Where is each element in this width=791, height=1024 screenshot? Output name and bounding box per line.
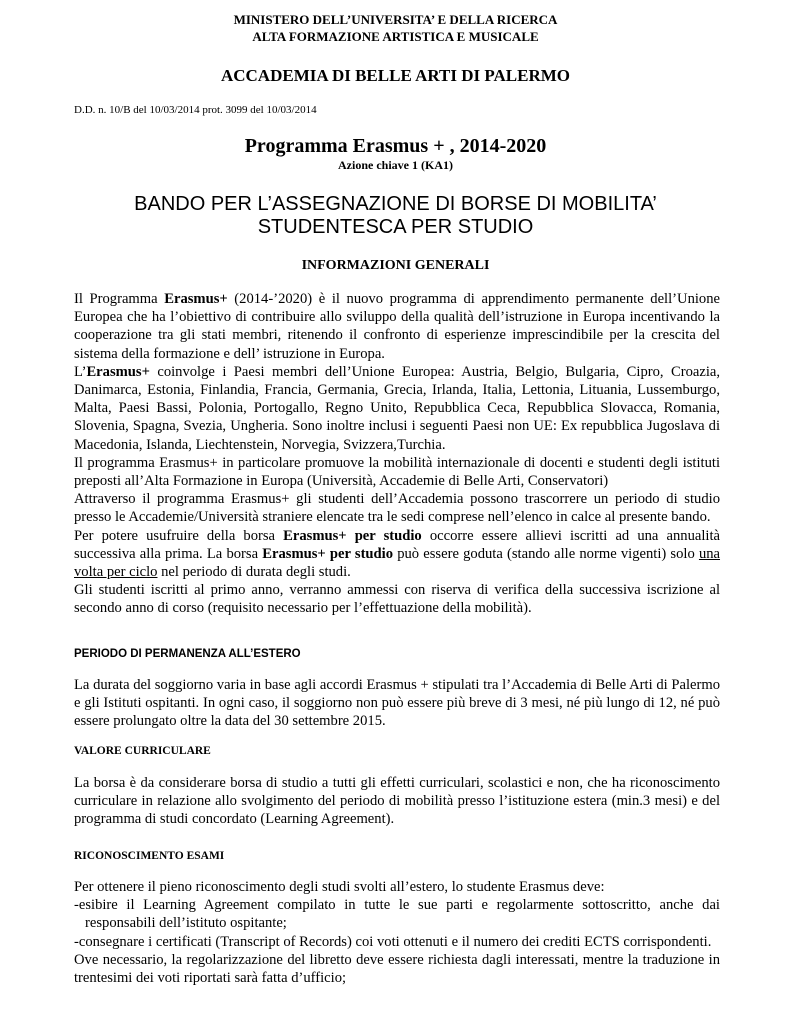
section-heading-valore: VALORE CURRICULARE [74, 745, 211, 757]
valore-body [74, 774, 720, 829]
esami-body [74, 878, 720, 987]
info-paragraph-5 [74, 527, 720, 582]
info-body [74, 290, 720, 618]
periodo-paragraph: La durata del soggiorno varia in base agli accordi Erasmus + stipulati tra l’Accademia di Belle Arti di Palermo e gli Istituti ospitanti. In ogni caso, il soggiorno non può essere più breve di 3 mesi, né più lungo di 12, né può essere prolungato oltre la data del 30 settembre 2015. [74, 677, 720, 730]
esami-outro: Ove necessario, la regolarizzazione del libretto deve essere richiesta dagli interessati, mentre la traduzione in trentesimi dei voti riportati sarà fatta d’ufficio; [74, 951, 720, 987]
info-p5-b: Erasmus+ per studio [283, 527, 422, 544]
info-p5-a: Per potere usufruire della borsa [74, 527, 284, 544]
info-paragraph-1 [74, 290, 720, 363]
esami-item-1: -esibire il Learning Agreement compilato in tutte le sue parti e regolarmente sottoscritto, anche dai responsabili dell’istituto ospitante; [74, 897, 720, 932]
info-paragraph-2 [74, 363, 720, 454]
ministry-heading: MINISTERO DELL’UNIVERSITA’ E DELLA RICERCA [233, 12, 558, 27]
periodo-body [74, 676, 720, 731]
action-subtitle: Azione chiave 1 (KA1) [338, 158, 453, 172]
afam-heading: ALTA FORMAZIONE ARTISTICA E MUSICALE [252, 29, 539, 44]
info-p5-c: occorre essere allievi iscritti ad una annualità successiva alla prima. La borsa [74, 527, 720, 562]
info-paragraph-6: Gli studenti iscritti al primo anno, verranno ammessi con riserva di verifica della successiva iscrizione al secondo anno di corso (requisito necessario per l’effettuazione della mobilità). [74, 582, 720, 617]
section-heading-esami: RICONOSCIMENTO ESAMI [74, 850, 225, 862]
bando-title-line2: STUDENTESCA PER STUDIO [257, 216, 534, 238]
info-p5-f: nel periodo di durata degli studi. [157, 564, 351, 581]
programme-title: Programma Erasmus + , 2014-2020 [244, 135, 547, 157]
info-p5-e: può essere goduta (stando alle norme vigenti) solo [393, 545, 699, 562]
info-p2-pre: L’ [74, 363, 87, 380]
info-p2-bold: Erasmus+ [86, 363, 150, 380]
info-p1-post: (2014-’2020) è il nuovo programma di apprendimento permanente dell’Unione Europea che ha l’obiettivo di contribuire allo sviluppo della qualità dell’istruzione in Europa incentivando la cooperazione tra gli stati membri, ritenendo il confronto di esperienze imprescindibile per la crescita del sistema della formazione e dell’ istruzione in Europa. [74, 291, 720, 362]
section-heading-periodo: PERIODO DI PERMANENZA ALL’ESTERO [74, 648, 301, 660]
info-p2-post: coinvolge i Paesi membri dell’Unione Europea: Austria, Belgio, Bulgaria, Cipro, Croazia, Danimarca, Estonia, Finlandia, Francia, Germania, Grecia, Irlanda, Italia, Lettonia, Lituania, Lussemburgo, Malta, Paesi Bassi, Polonia, Portogallo, Regno Unito, Repubblica Ceca, Repubblica Slovacca, Romania, Slovenia, Spagna, Svezia, Ungheria. Sono inoltre inclusi i seguenti Paesi non UE: Ex repubblica Jugoslava di Macedonia, Islanda, Liechtenstein, Norvegia, Svizzera,Turchia. [74, 363, 720, 453]
info-p1-pre: Il Programma [74, 291, 165, 307]
decree-reference: D.D. n. 10/B del 10/03/2014 prot. 3099 del 10/03/2014 [74, 104, 317, 116]
info-paragraph-3: Il programma Erasmus+ in particolare promuove la mobilità internazionale di docenti e studenti degli istituti preposti all’Alta Formazione in Europa (Università, Accademie di Belle Arti, Conservatori) [74, 454, 720, 490]
bando-title [0, 193, 791, 239]
esami-intro: Per ottenere il pieno riconoscimento degli studi svolti all’estero, lo studente Erasmus deve: [74, 879, 605, 895]
section-heading-info: INFORMAZIONI GENERALI [301, 258, 490, 273]
academy-heading: ACCADEMIA DI BELLE ARTI DI PALERMO [220, 66, 571, 85]
bando-title-line1: BANDO PER L’ASSEGNAZIONE DI BORSE DI MOBILITA’ [134, 193, 657, 215]
info-p1-bold: Erasmus+ [164, 291, 228, 307]
info-p5-d: Erasmus+ per studio [262, 545, 394, 562]
info-p5-underline: una volta per ciclo [74, 545, 721, 581]
info-paragraph-4: Attraverso il programma Erasmus+ gli studenti dell’Accademia possono trascorrere un periodo di studio presso le Accademie/Università straniere elencate tra le sedi comprese nell’elenco in calce al presente bando. [74, 491, 720, 526]
valore-paragraph: La borsa è da considerare borsa di studio a tutti gli effetti curriculari, scolastici e non, che ha riconoscimento curriculare in relazione allo svolgimento del periodo di mobilità presso l’istituzione estera (min.3 mesi) e del programma di studi concordato (Learning Agreement). [74, 775, 720, 828]
esami-item-2: -consegnare i certificati (Transcript of Records) coi voti ottenuti e il numero dei crediti ECTS corrispondenti. [74, 933, 712, 950]
